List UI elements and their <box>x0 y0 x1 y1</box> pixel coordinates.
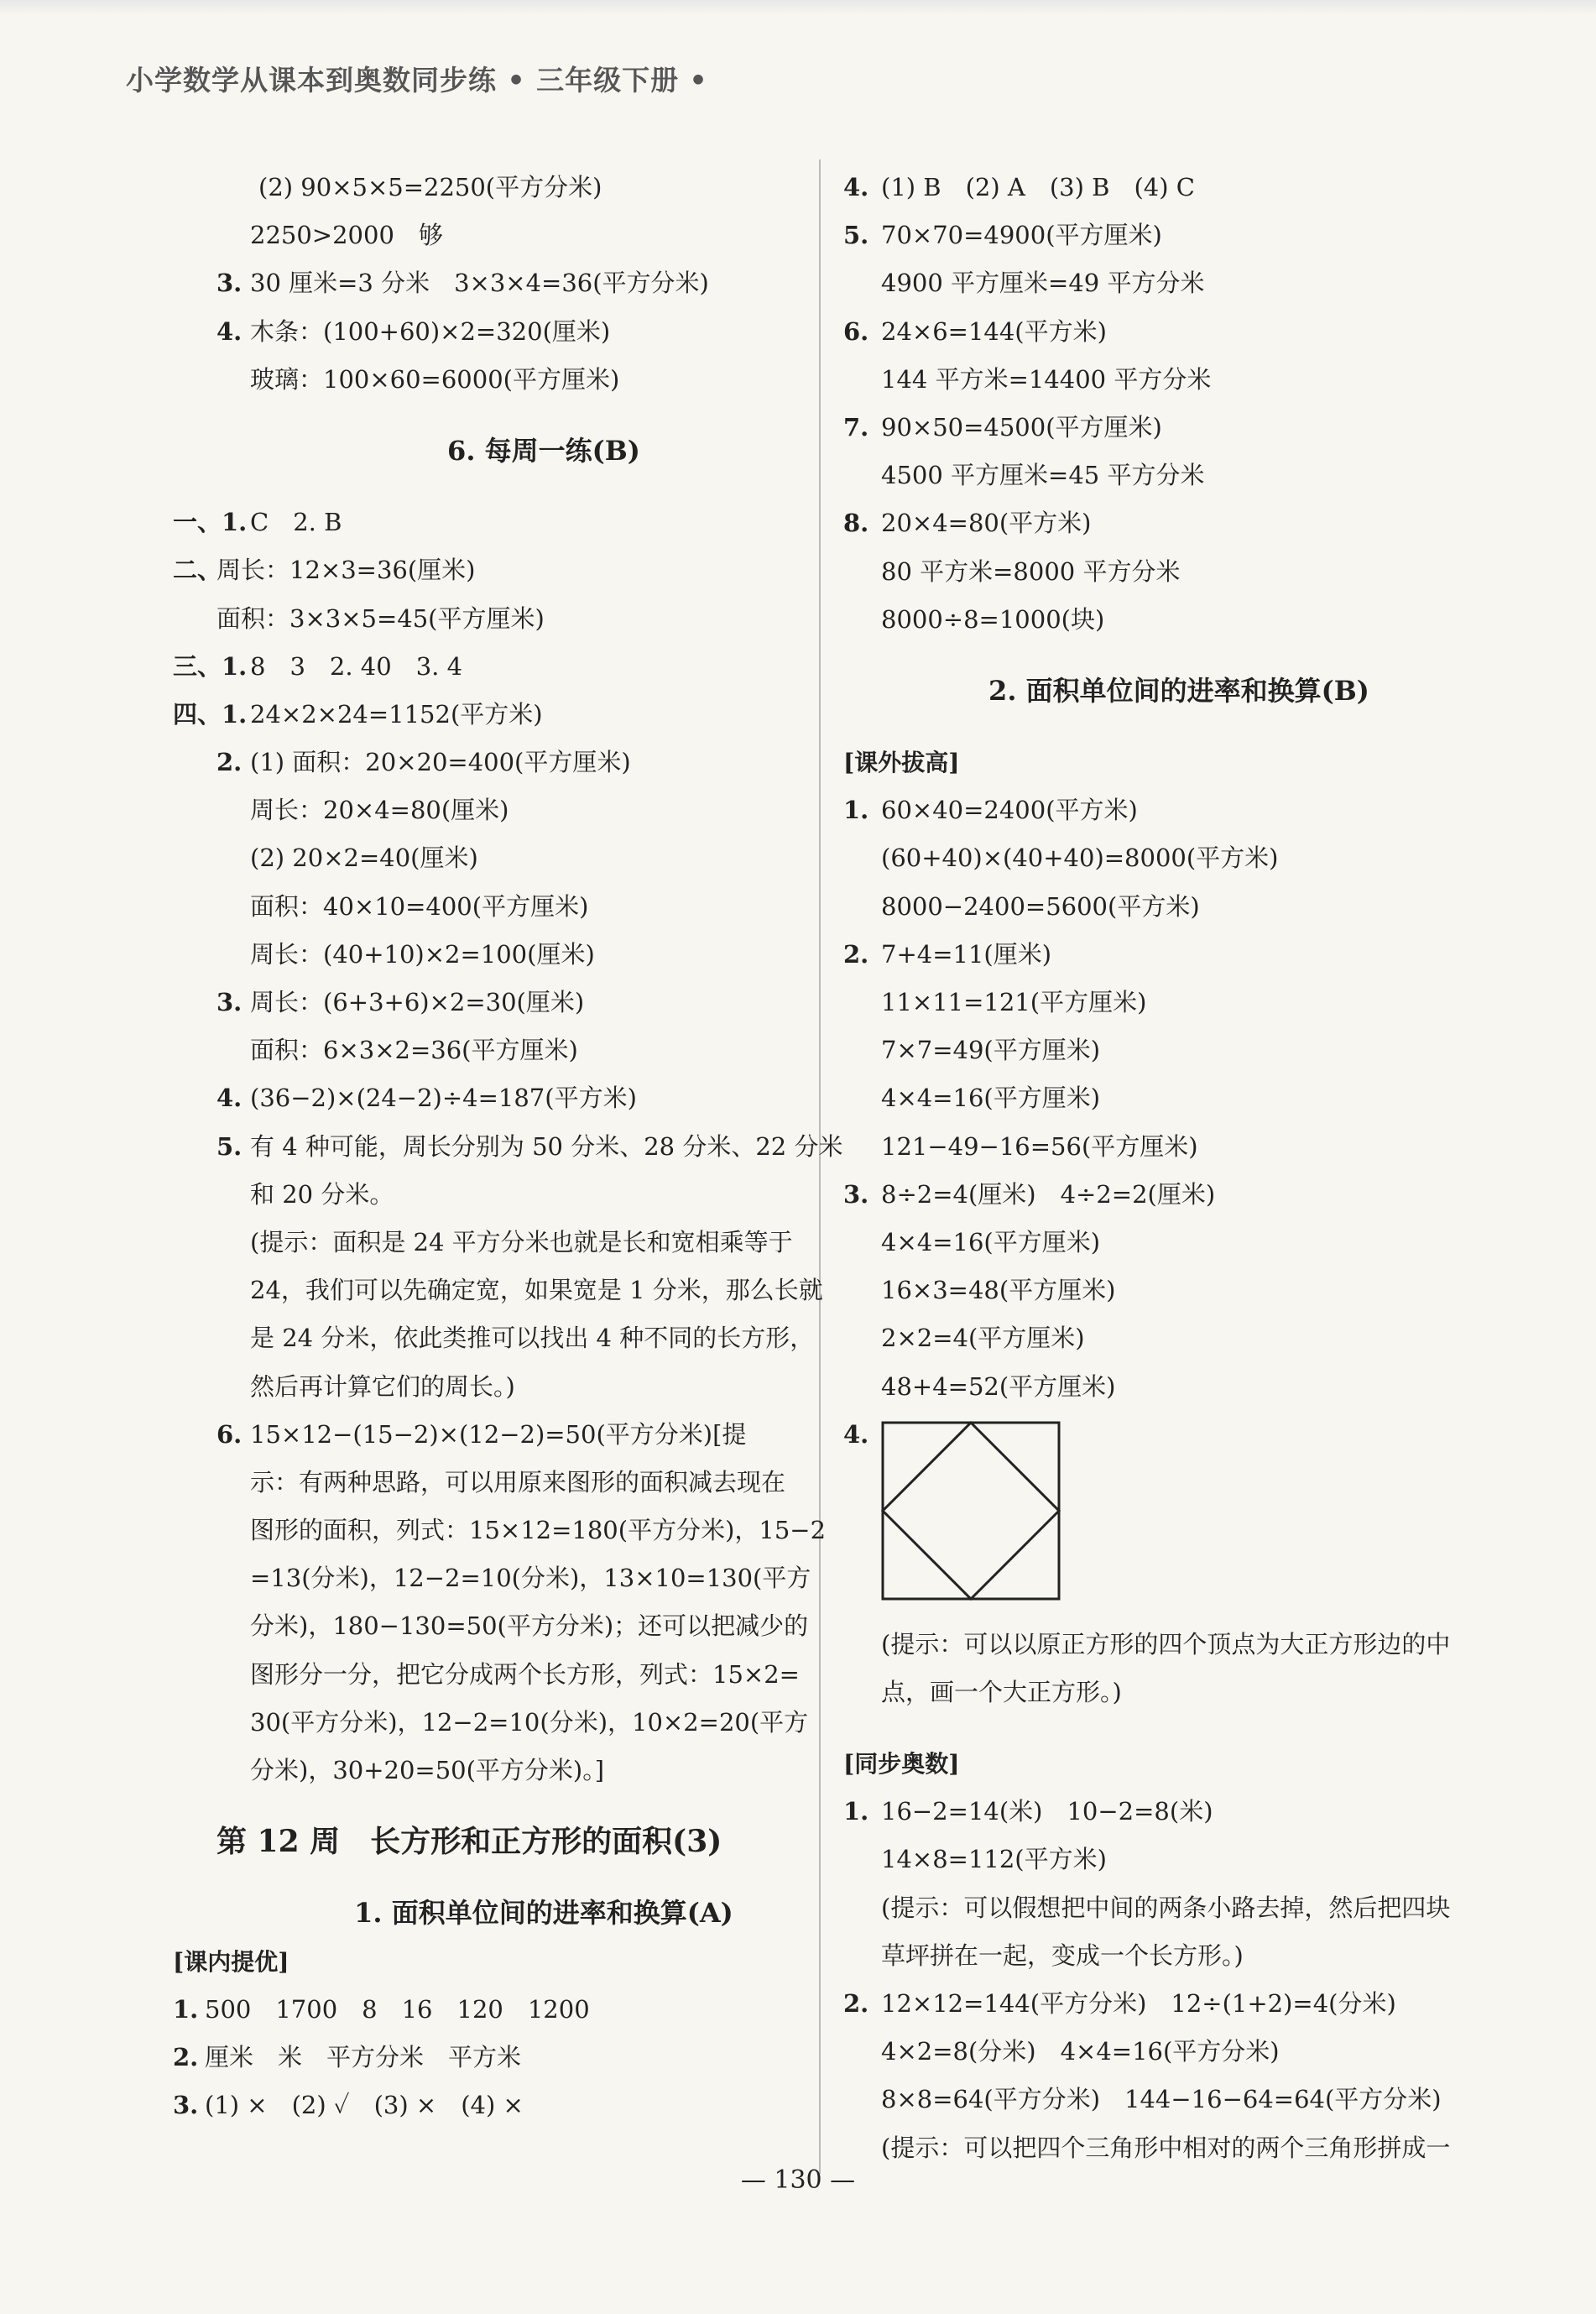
answer-line: 面积：3×3×5=45(平方厘米) <box>216 603 545 633</box>
answer-item: 3. 30 厘米=3 分米 3×3×4=36(平方分米) <box>216 269 709 298</box>
hint-line: 分米)，30+20=50(平方分米)。] <box>250 1756 605 1784</box>
answer-line: 玻璃：100×60=6000(平方厘米) <box>250 364 620 394</box>
section-title: 6. 每周一练(B) <box>447 434 640 467</box>
hint-line: 30(平方分米)，12−2=10(分米)，10×2=20(平方 <box>250 1707 809 1737</box>
answer-line: 8×8=64(平方分米) 144−16−64=64(平方分米) <box>881 2085 1442 2114</box>
subsection-tag: [同步奥数] <box>843 1750 960 1779</box>
answer-line: 16×3=48(平方厘米) <box>881 1276 1116 1305</box>
hint-line: (提示：面积是 24 平方分米也就是长和宽相乘等于 <box>250 1227 793 1256</box>
answer-item: 5. 有 4 种可能，周长分别为 50 分米、28 分米、22 分米 <box>216 1131 843 1161</box>
hint-line: 点，画一个大正方形。) <box>881 1677 1122 1706</box>
subsection-tag: [课外拔高] <box>843 749 960 777</box>
header-bar <box>0 0 1596 15</box>
square-in-square-diagram <box>881 1421 1061 1601</box>
hint-line: 然后再计算它们的周长。) <box>250 1371 515 1401</box>
running-header: 小学数学从课本到奥数同步练 • 三年级下册 • <box>126 64 708 97</box>
hint-line: 是 24 分米，依此类推可以找出 4 种不同的长方形， <box>250 1324 815 1353</box>
answer-line: 8000−2400=5600(平方米) <box>881 891 1200 921</box>
hint-line: 24，我们可以先确定宽，如果宽是 1 分米，那么长就 <box>250 1276 823 1305</box>
answer-item: 一、1. C 2. B <box>173 508 342 537</box>
hint-line: 图形的面积，列式：15×12=180(平方分米)，15−2 <box>250 1516 827 1545</box>
answer-item: 四、1. 24×2×24=1152(平方米) <box>173 699 543 729</box>
answer-item: 8. 20×4=80(平方米) <box>843 509 1092 538</box>
answer-item: 2. 7+4=11(厘米) <box>843 939 1052 969</box>
answer-line: 2250>2000 够 <box>250 221 443 250</box>
answer-item: 4. (1) B (2) A (3) B (4) C <box>843 173 1195 201</box>
answer-line: 121−49−16=56(平方厘米) <box>881 1131 1198 1161</box>
answer-item: 1. 500 1700 8 16 120 1200 <box>173 1994 590 2024</box>
answer-item: 4. (36−2)×(24−2)÷4=187(平方米) <box>216 1084 637 1113</box>
hint-line: (提示：可以把四个三角形中相对的两个三角形拼成一 <box>881 2133 1451 2162</box>
answer-line: 8000÷8=1000(块) <box>881 604 1105 634</box>
answer-line: 14×8=112(平方米) <box>881 1845 1107 1874</box>
answer-line: 4500 平方厘米=45 平方分米 <box>881 461 1205 490</box>
answer-item: 三、1. 8 3 2. 40 3. 4 <box>173 651 463 681</box>
section-title: 2. 面积单位间的进率和换算(B) <box>988 674 1369 707</box>
answer-line: 周长：20×4=80(厘米) <box>250 796 509 825</box>
answer-line: 11×11=121(平方厘米) <box>881 988 1147 1016</box>
answer-line: (60+40)×(40+40)=8000(平方米) <box>881 844 1279 873</box>
answer-line: 2×2=4(平方厘米) <box>881 1324 1085 1353</box>
answer-item: 6. 15×12−(15−2)×(12−2)=50(平方分米)[提 <box>216 1419 747 1449</box>
answer-line: 144 平方米=14400 平方分米 <box>881 364 1212 394</box>
answer-line: 48+4=52(平方厘米) <box>881 1371 1116 1401</box>
hint-line: (提示：可以假想把中间的两条小路去掉，然后把四块 <box>881 1893 1451 1922</box>
inner-diamond <box>883 1423 1059 1599</box>
answer-item: 1. 60×40=2400(平方米) <box>843 796 1138 825</box>
section-title: 1. 面积单位间的进率和换算(A) <box>354 1897 733 1930</box>
answer-line: (2) 20×2=40(厘米) <box>250 844 478 873</box>
answer-item: 二、 周长：12×3=36(厘米) <box>173 556 476 585</box>
answer-line: 面积：6×3×2=36(平方厘米) <box>250 1036 578 1065</box>
subsection-tag: [课内提优] <box>173 1947 289 1976</box>
answer-line: 4900 平方厘米=49 平方分米 <box>881 269 1205 298</box>
answer-line: 80 平方米=8000 平方分米 <box>881 556 1181 586</box>
answer-item: 2. (1) 面积：20×20=400(平方厘米) <box>216 748 631 777</box>
answer-item: 2. 12×12=144(平方分米) 12÷(1+2)=4(分米) <box>843 1989 1396 2018</box>
answer-line: 和 20 分米。 <box>250 1179 394 1209</box>
hint-line: (提示：可以以原正方形的四个顶点为大正方形边的中 <box>881 1629 1451 1658</box>
answer-item: 3. (1) × (2) ✓ (3) × (4) × <box>173 2091 524 2120</box>
hint-line: =13(分米)，12−2=10(分米)，13×10=130(平方 <box>250 1564 811 1593</box>
left-column <box>173 164 871 2129</box>
answer-line: 周长：(40+10)×2=100(厘米) <box>250 939 595 969</box>
hint-line: 分米)，180−130=50(平方分米)；还可以把减少的 <box>250 1611 809 1641</box>
answer-item-diagram: 4. <box>843 1411 1515 1621</box>
hint-line: 示：有两种思路，可以用原来图形的面积减去现在 <box>250 1467 786 1497</box>
answer-item: 7. 90×50=4500(平方厘米) <box>843 412 1162 441</box>
page-number: — 130 — <box>740 2165 856 2195</box>
answer-line: 4×4=16(平方厘米) <box>881 1084 1101 1113</box>
answer-item: 4. 木条：(100+60)×2=320(厘米) <box>216 316 611 346</box>
answer-item: 6. 24×6=144(平方米) <box>843 316 1107 346</box>
chapter-title: 第 12 周 长方形和正方形的面积(3) <box>216 1824 722 1860</box>
answer-item: 3. 8÷2=4(厘米) 4÷2=2(厘米) <box>843 1179 1216 1209</box>
hint-line: 草坪拼在一起，变成一个长方形。) <box>881 1941 1244 1970</box>
answer-item: 3. 周长：(6+3+6)×2=30(厘米) <box>216 988 585 1016</box>
right-column <box>843 164 1515 2172</box>
answer-line: 7×7=49(平方厘米) <box>881 1036 1101 1065</box>
answer-line: 面积：40×10=400(平方厘米) <box>250 891 589 921</box>
answer-line: 4×4=16(平方厘米) <box>881 1227 1101 1256</box>
answer-line: 4×2=8(分米) 4×4=16(平方分米) <box>881 2037 1280 2066</box>
answer-item: 5. 70×70=4900(平方厘米) <box>843 221 1162 250</box>
outer-square <box>883 1423 1059 1599</box>
hint-line: 图形分一分，把它分成两个长方形，列式：15×2= <box>250 1659 800 1689</box>
answer-item: 2. 厘米 米 平方分米 平方米 <box>173 2042 522 2071</box>
answer-line: (2) 90×5×5=2250(平方分米) <box>258 173 602 201</box>
answer-item: 1. 16−2=14(米) 10−2=8(米) <box>843 1797 1213 1826</box>
